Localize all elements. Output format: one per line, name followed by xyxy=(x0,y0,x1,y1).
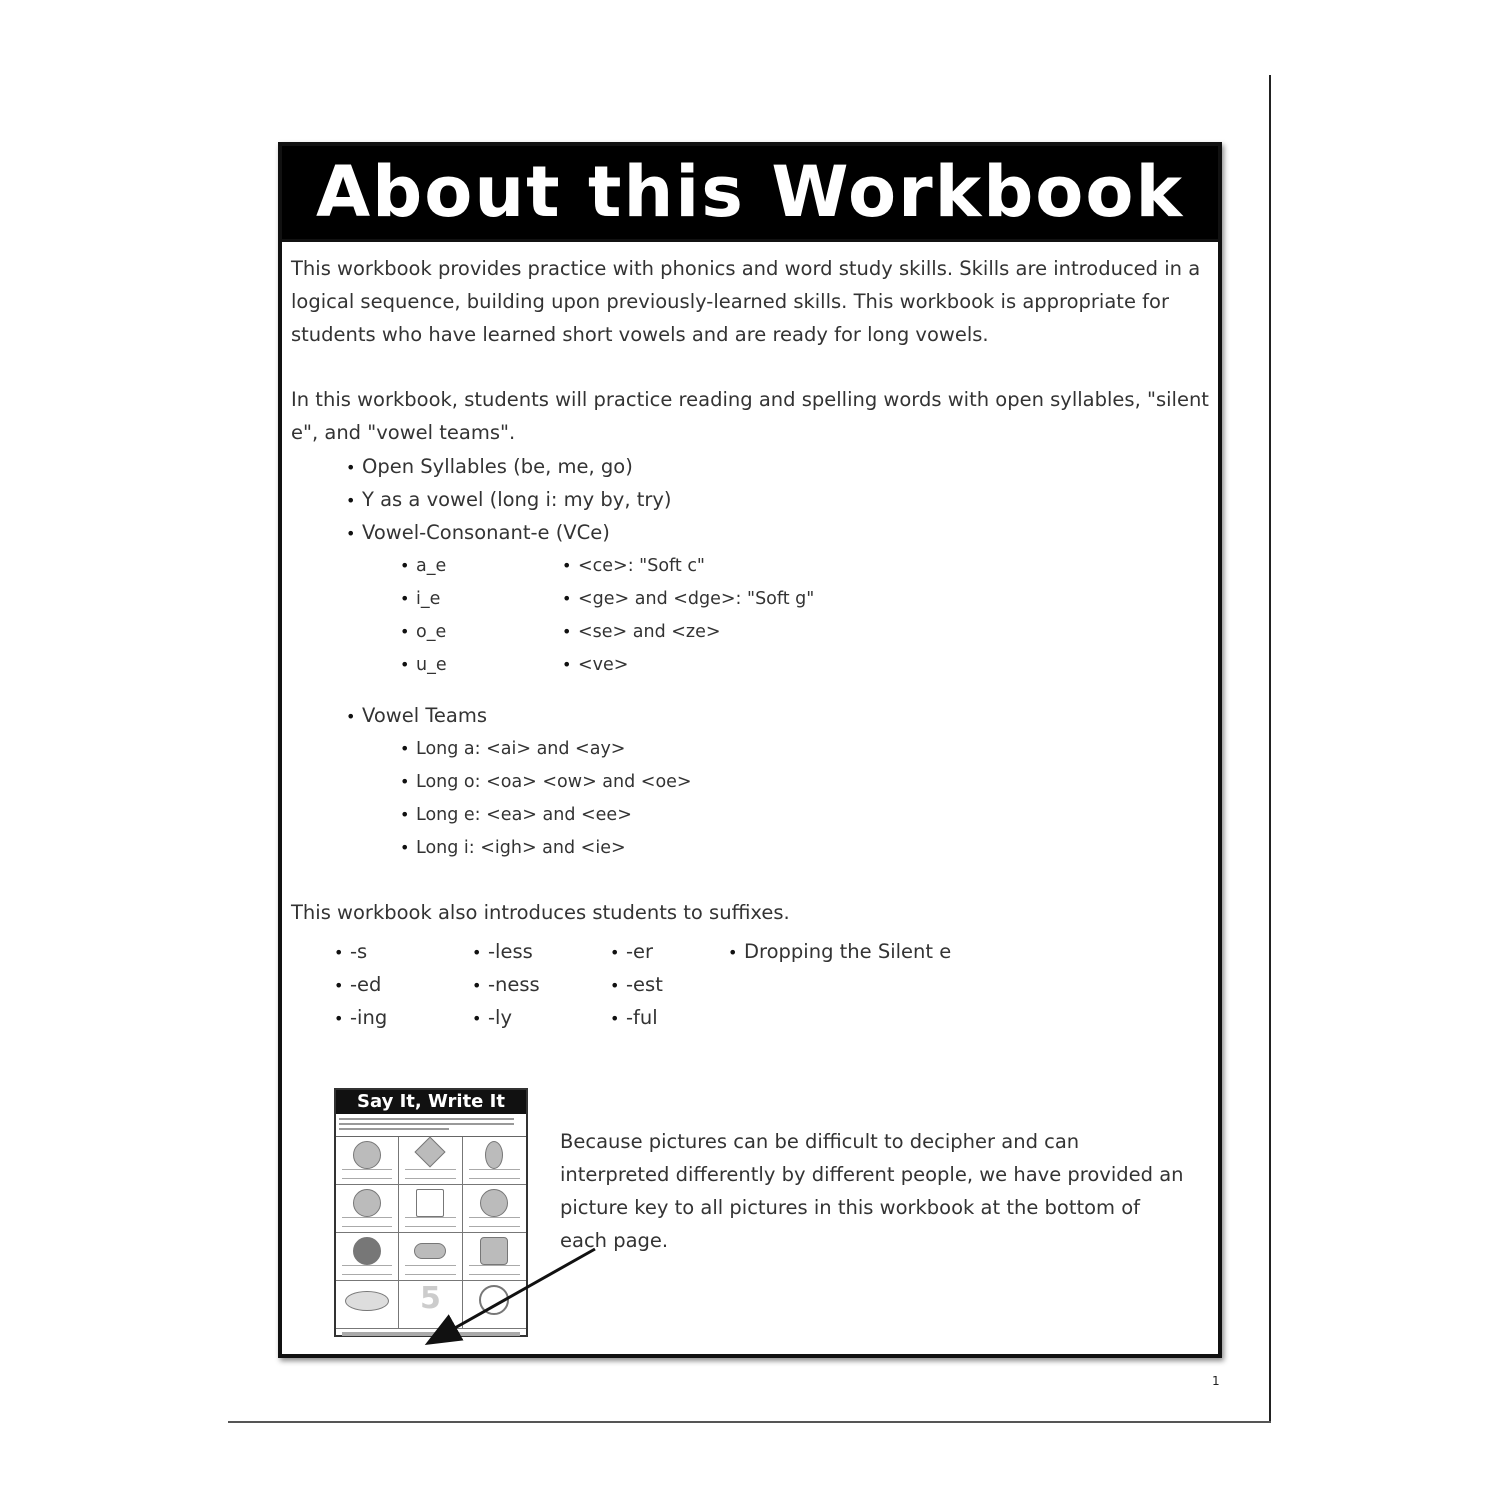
page-edge-bottom xyxy=(228,1421,1271,1423)
page-title: About this Workbook xyxy=(282,146,1218,239)
vce-item: • o_e xyxy=(400,622,447,642)
thumbnail-title: Say It, Write It xyxy=(336,1090,526,1114)
suffix-item: • -ed xyxy=(334,973,382,996)
page-edge-right xyxy=(1269,75,1271,1423)
vowel-team-item: • Long o: <oa> <ow> and <oe> xyxy=(400,772,692,792)
suffix-item: • -s xyxy=(334,940,368,963)
practice-paragraph: In this workbook, students will practice reading and spelling words with open syllables, "silent e", and "vowel teams". xyxy=(291,388,1209,444)
suffix-item: • -ness xyxy=(472,973,540,996)
five-picture-icon: 5 xyxy=(420,1281,441,1316)
suffix-item: • -er xyxy=(610,940,654,963)
suffix-item: • -ful xyxy=(610,1006,658,1029)
vce-item: • u_e xyxy=(400,655,447,675)
suffix-item: • -est xyxy=(610,973,663,996)
content-area xyxy=(282,239,1218,1357)
workbook-info-box xyxy=(278,142,1222,1358)
picture-key-note: Because pictures can be difficult to decipher and can interpreted differently by different people, we have provided an picture key to all pictures in this workbook at the bottom of each page. xyxy=(560,1130,1184,1252)
vce-extra-item: • <ce>: "Soft c" xyxy=(562,556,705,576)
vowel-team-item: • Long a: <ai> and <ay> xyxy=(400,739,626,759)
topic-vowel-teams: • Vowel Teams xyxy=(346,704,488,727)
suffix-item: • -less xyxy=(472,940,533,963)
vce-item: • a_e xyxy=(400,556,447,576)
suffix-item: • -ing xyxy=(334,1006,388,1029)
vce-extra-item: • <ge> and <dge>: "Soft g" xyxy=(562,589,815,609)
vce-extra-item: • <se> and <ze> xyxy=(562,622,721,642)
vowel-team-item: • Long i: <igh> and <ie> xyxy=(400,838,626,858)
suffix-item-dropping-silent-e: • Dropping the Silent e xyxy=(728,940,952,963)
suffix-item: • -ly xyxy=(472,1006,512,1029)
intro-paragraph: This workbook provides practice with phonics and word study skills. Skills are introduced in a logical sequence, building upon previously-learned skills. This workbook is appropriate for students who have learned short vowels and are ready for long vowels. xyxy=(291,257,1201,346)
vce-item: • i_e xyxy=(400,589,441,609)
topic-vce: • Vowel-Consonant-e (VCe) xyxy=(346,521,610,544)
page-number: 1 xyxy=(1212,1374,1220,1388)
vce-extra-item: • <ve> xyxy=(562,655,629,675)
suffix-intro: This workbook also introduces students to suffixes. xyxy=(291,901,790,924)
topic-open-syllables: • Open Syllables (be, me, go) xyxy=(346,455,633,478)
vowel-team-item: • Long e: <ea> and <ee> xyxy=(400,805,632,825)
topic-y-vowel: • Y as a vowel (long i: my by, try) xyxy=(346,488,672,511)
